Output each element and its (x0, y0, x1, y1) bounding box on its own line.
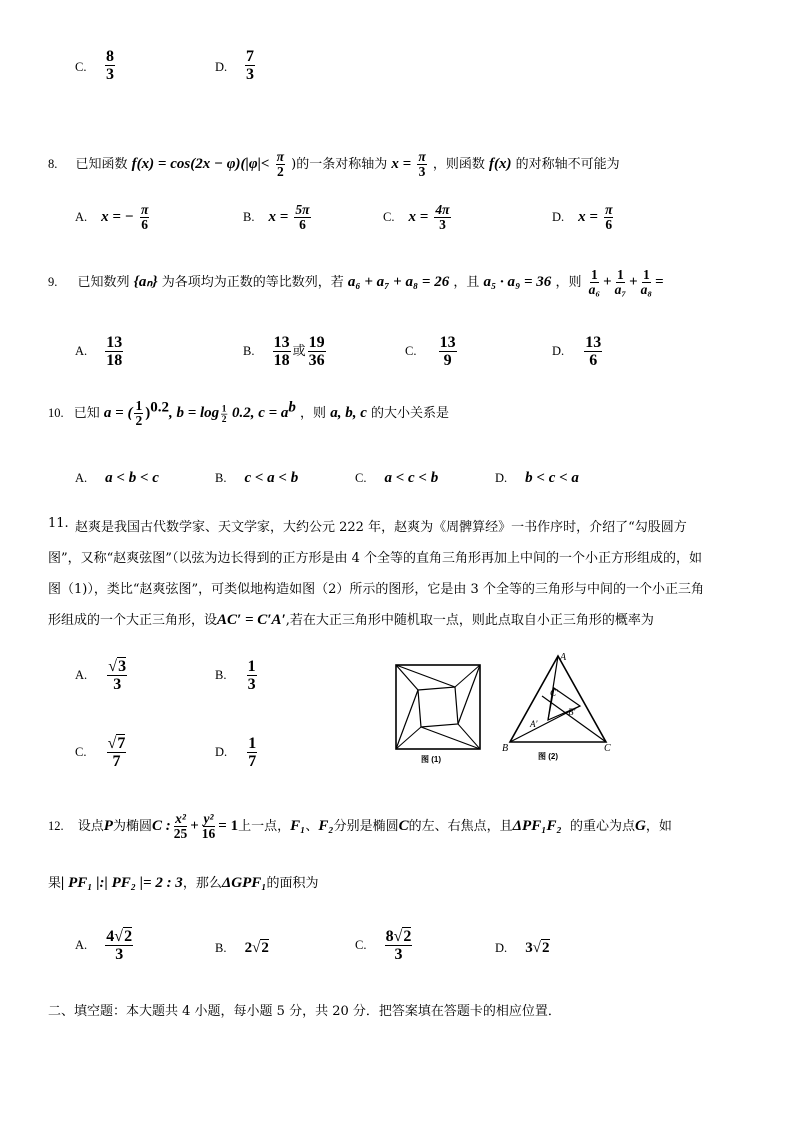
question-12-line1: 12. 设点P为椭圆C : $\frac{\text{x²}}{25}$ + $\frac{\text{y²}}{16}$ = 1上一点，F₁、F₂分别是椭圆C的左、右焦点，且ΔPF₁F₂ 的重心为点G，如 (48, 811, 672, 841)
q12-option-b: B. 2√2 (215, 940, 269, 956)
q10-option-b: B. c < a < b (215, 470, 299, 486)
math-expr: f(x) (488, 156, 512, 172)
question-11-number: 11. (48, 516, 69, 531)
option-d-fraction: $\frac{7}{3}$ (246, 48, 254, 83)
q11-option-a: A. $\frac{√3}{3}$ (75, 658, 127, 693)
figure-2-triangle (498, 648, 618, 763)
q9-option-a: A. $\frac{13}{18}$ (75, 334, 123, 369)
question-text: ，则函数 (432, 157, 485, 172)
question-9: 9. 已知数列 {aₙ} 为各项均为正数的等比数列，若 a₆ + a₇ + a₈ = 26 ，且 a₅ · a₉ = 36 ，则 $\frac{1}{\text{a₆}}$ + $\frac{1}{\text{a₇}}$ + $\frac{1}{\text{a₈}}$ = (48, 267, 664, 297)
question-number: 9. (48, 275, 58, 289)
math-expr: x = (391, 156, 412, 172)
section-2-heading: 二、填空题：本大题共 4 小题，每小题 5 分，共 20 分．把答案填在答题卡的相应位置． (48, 1004, 561, 1019)
figure-1-zhao-shuang-square (393, 662, 483, 767)
math-expr: {aₙ} (133, 274, 158, 290)
question-text: ，且 (453, 275, 480, 290)
question-text: ，则 (300, 406, 327, 421)
q8-option-d: D. x = $\frac{\pi}{6}$ (552, 202, 613, 232)
vertex-a-prime-label: A′ (530, 719, 538, 729)
vertex-b-label: B (502, 743, 509, 754)
option-c-fraction: $\frac{8}{3}$ (106, 48, 114, 83)
question-text: 已知函数 (75, 157, 128, 172)
question-11-line4: 形组成的一个大正三角形，设AC′ = C′A′,若在大正三角形中随机取一点，则此点取自小正三角形的概率为 (48, 612, 654, 628)
question-11-line1: 赵爽是我国古代数学家、天文学家，大约公元 222 年，赵爽为《周髀算经》一书作序时，介绍了“勾股圆方 (75, 520, 687, 535)
q10-option-d: D. b < c < a (495, 470, 579, 486)
q8-option-a: A. x = − $\frac{\pi}{6}$ (75, 202, 149, 232)
option-c-label: C. (75, 60, 87, 74)
q11-option-d: D. $\frac{1}{7}$ (215, 735, 257, 770)
q12-option-c: C. $\frac{8√2}{3}$ (355, 928, 412, 963)
math-expr: f(x) = cos(2x − φ)(|φ|< (131, 156, 270, 172)
math-expr: a₆ + a₇ + a₈ = 26 (347, 274, 450, 290)
vertex-c-prime-label: C′ (550, 688, 558, 698)
question-text: 为各项均为正数的等比数列，若 (161, 275, 344, 290)
question-text: )的一条对称轴为 (291, 157, 388, 172)
q11-option-c: C. $\frac{√7}{7}$ (75, 735, 126, 770)
figure-2-caption: 图 (2) (538, 752, 558, 761)
q12-option-a: A. $\frac{4√2}{3}$ (75, 928, 133, 963)
question-number: 10. (48, 406, 64, 420)
question-text: ，则 (555, 275, 582, 290)
question-11-line3: 图（1)），类比“赵爽弦图”，可类似地构造如图（2）所示的图形，它是由 3 个全等的三角形与中间的一个小正三角 (48, 582, 704, 597)
q11-option-b: B. $\frac{1}{3}$ (215, 658, 256, 693)
question-8: 8. 已知函数 f(x) = cos(2x − φ)(|φ|< $\frac{\pi}{2}$ )的一条对称轴为 x = $\frac{\pi}{3}$ ，则函数 f(x) 的对称轴不可能为 (48, 149, 620, 179)
question-10: 10. 已知 a = ( $\frac{1}{2}$ )$^{0.2}$, b = log $_{\frac{1}{2}}$ 0.2, $c = a^b$ ，则 a, b, c 的大小关系是 (48, 398, 450, 428)
q9-option-d: D. $\frac{13}{6}$ (552, 334, 602, 369)
vertex-c-label: C (604, 743, 611, 754)
q10-option-a: A. a < b < c (75, 470, 159, 486)
math-expr: a₅ · a₉ = 36 (483, 274, 552, 290)
question-number: 12. (48, 819, 64, 833)
vertex-a-label: A (560, 652, 567, 663)
q9-option-c: C. $\frac{13}{9}$ (405, 334, 456, 369)
question-12-line2: 果| PF₁ |:| PF₂ |= 2 : 3，那么ΔGPF₁的面积为 (48, 875, 319, 891)
q10-option-c: C. a < c < b (355, 470, 439, 486)
question-number: 8. (48, 157, 58, 171)
question-11-line2: 图”，又称“赵爽弦图”（以弦为边长得到的正方形是由 4 个全等的直角三角形再加上中间的一个小正方形组成的，如 (48, 551, 702, 566)
question-text: 的对称轴不可能为 (515, 157, 620, 172)
option-d-label: D. (215, 60, 228, 74)
question-text: 的大小关系是 (371, 406, 450, 421)
figure-1-caption: 图 (1) (421, 755, 441, 764)
question-text: 已知 (73, 406, 100, 421)
vertex-b-prime-label: B′ (568, 707, 576, 717)
q12-option-d: D. 3√2 (495, 940, 550, 956)
q8-option-c: C. x = $\frac{4\pi}{3}$ (383, 202, 450, 232)
question-text: 已知数列 (77, 275, 130, 290)
q8-option-b: B. x = $\frac{5\pi}{6}$ (243, 202, 310, 232)
q9-option-b: B. $\frac{13}{18}$ 或 $\frac{19}{36}$ (243, 334, 325, 369)
